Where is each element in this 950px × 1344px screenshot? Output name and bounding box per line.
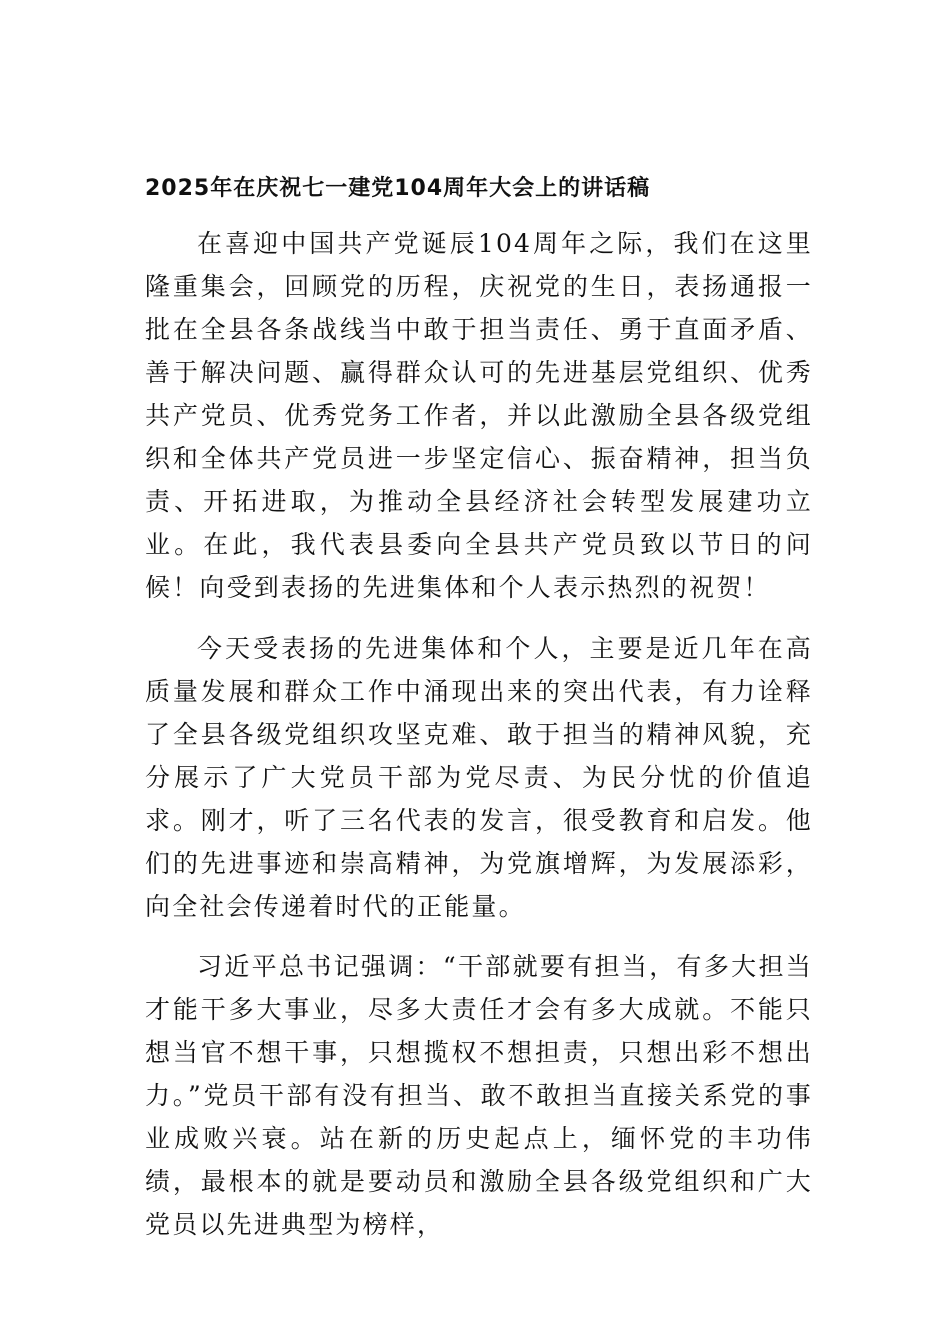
- paragraph-3: 习近平总书记强调：“干部就要有担当，有多大担当才能干多大事业，尽多大责任才会有多大成就。不能只想当官不想干事，只想揽权不想担责，只想出彩不想出力。”党员干部有没有担当、敢不敢担当直接关系党的事业成败兴衰。站在新的历史起点上，缅怀党的丰功伟绩，最根本的就是要动员和激励全县各级党组织和广大党员以先进典型为榜样，: [145, 952, 813, 1239]
- document-title: 2025年在庆祝七一建党104周年大会上的讲话稿: [145, 176, 651, 201]
- paragraph-1: 在喜迎中国共产党诞辰104周年之际，我们在这里隆重集会，回顾党的历程，庆祝党的生日，表扬通报一批在全县各条战线当中敢于担当责任、勇于直面矛盾、善于解决问题、赢得群众认可的先进基层党组织、优秀共产党员、优秀党务工作者，并以此激励全县各级党组织和全体共产党员进一步坚定信心、振奋精神，担当负责、开拓进取，为推动全县经济社会转型发展建功立业。在此，我代表县委向全县共产党员致以节日的问候！向受到表扬的先进集体和个人表示热烈的祝贺！: [145, 229, 813, 602]
- paragraph-2: 今天受表扬的先进集体和个人，主要是近几年在高质量发展和群众工作中涌现出来的突出代表，有力诠释了全县各级党组织攻坚克难、敢于担当的精神风貌，充分展示了广大党员干部为党尽责、为民分忧的价值追求。刚才，听了三名代表的发言，很受教育和启发。他们的先进事迹和崇高精神，为党旗增辉，为发展添彩，向全社会传递着时代的正能量。: [145, 634, 813, 921]
